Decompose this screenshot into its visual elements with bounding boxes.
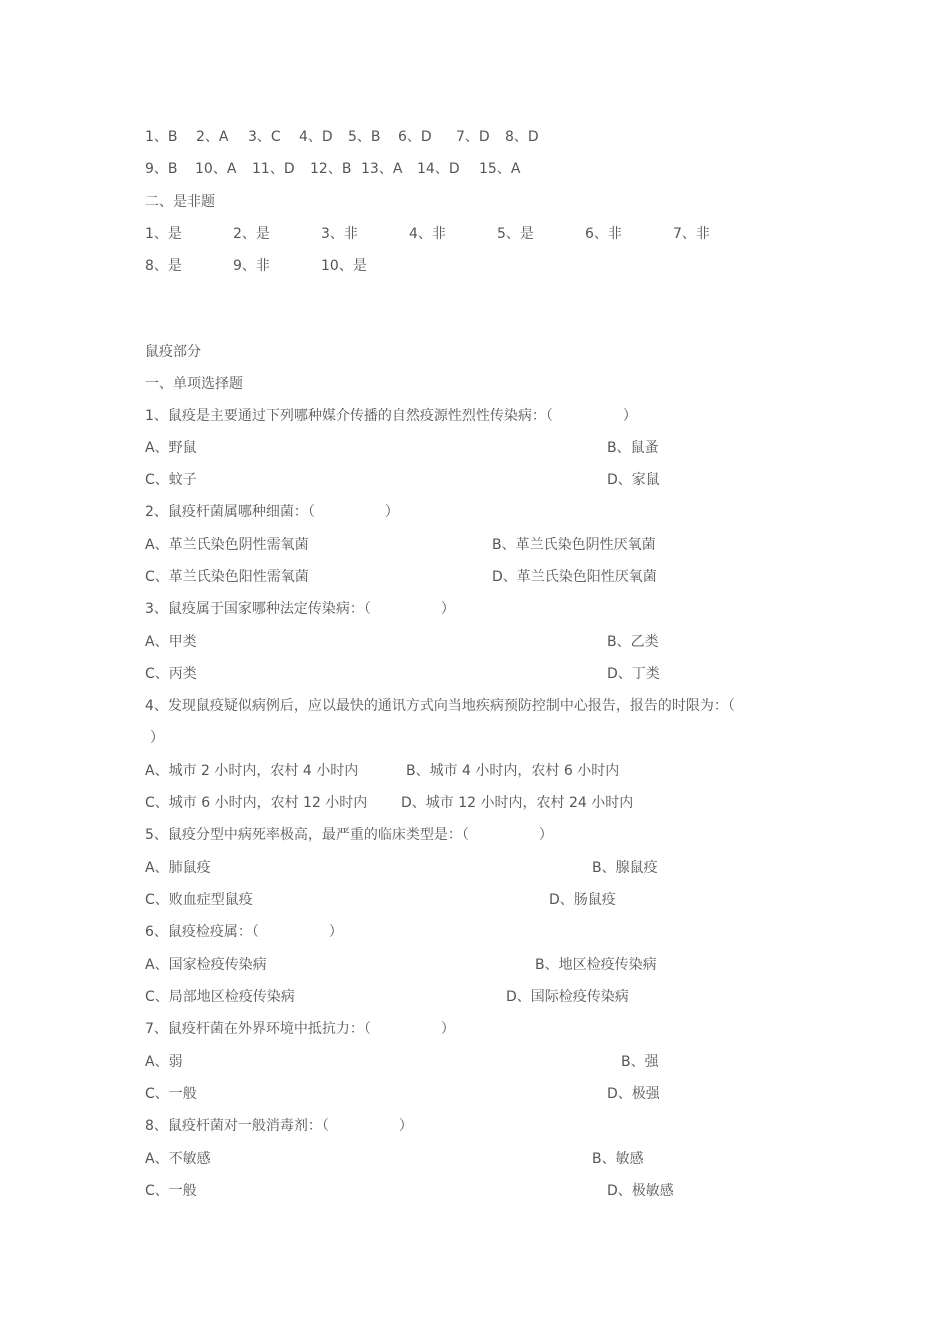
answer-item: 7、非: [673, 226, 710, 242]
option-a: A、肺鼠疫: [145, 860, 211, 876]
option-c: C、败血症型鼠疫: [145, 892, 253, 908]
option-c: C、一般: [145, 1086, 197, 1102]
option-d: D、极强: [607, 1086, 660, 1102]
option-d: D、家鼠: [607, 472, 660, 488]
option-b: B、革兰氏染色阴性厌氧菌: [492, 537, 656, 553]
answer-item: 9、B: [145, 161, 178, 177]
answer-item: 13、A: [361, 161, 403, 177]
question-text: 2、鼠疫杆菌属哪种细菌：（ ）: [145, 504, 399, 520]
answer-item: 14、D: [417, 161, 460, 177]
answer-item: 1、B: [145, 129, 178, 145]
option-b: B、敏感: [592, 1151, 644, 1167]
option-c: C、局部地区检疫传染病: [145, 989, 295, 1005]
answer-item: 9、非: [233, 258, 270, 274]
question-text: 7、鼠疫杆菌在外界环境中抵抗力：（ ）: [145, 1021, 455, 1037]
question-text: 5、鼠疫分型中病死率极高，最严重的临床类型是：（ ）: [145, 827, 553, 843]
answer-item: 4、D: [299, 129, 333, 145]
answer-item: 6、非: [585, 226, 622, 242]
option-d: D、国际检疫传染病: [506, 989, 629, 1005]
option-b: B、地区检疫传染病: [535, 957, 657, 973]
option-c: C、蚊子: [145, 472, 197, 488]
answer-item: 11、D: [252, 161, 295, 177]
answer-item: 8、是: [145, 258, 182, 274]
section-title: 鼠疫部分: [145, 344, 201, 360]
answer-item: 3、C: [248, 129, 281, 145]
option-d: D、城市 12 小时内，农村 24 小时内: [401, 795, 634, 811]
option-a: A、野鼠: [145, 440, 197, 456]
question-text: 6、鼠疫检疫属：（ ）: [145, 924, 343, 940]
answer-item: 1、是: [145, 226, 182, 242]
option-d: D、革兰氏染色阳性厌氧菌: [492, 569, 657, 585]
single-choice-heading: 一、单项选择题: [145, 376, 243, 392]
question-text-continuation: ）: [150, 730, 164, 746]
answer-item: 5、是: [497, 226, 534, 242]
option-c: C、丙类: [145, 666, 197, 682]
option-b: B、腺鼠疫: [592, 860, 658, 876]
option-b: B、乙类: [607, 634, 659, 650]
answer-item: 10、是: [321, 258, 367, 274]
answer-item: 2、A: [196, 129, 229, 145]
option-a: A、弱: [145, 1054, 183, 1070]
option-c: C、城市 6 小时内，农村 12 小时内: [145, 795, 368, 811]
answer-item: 3、非: [321, 226, 358, 242]
option-a: A、城市 2 小时内，农村 4 小时内: [145, 763, 359, 779]
answer-item: 6、D: [398, 129, 432, 145]
option-a: A、甲类: [145, 634, 197, 650]
option-a: A、革兰氏染色阴性需氧菌: [145, 537, 309, 553]
option-b: B、鼠蚤: [607, 440, 659, 456]
question-text: 1、鼠疫是主要通过下列哪种媒介传播的自然疫源性烈性传染病：（ ）: [145, 408, 637, 424]
answer-item: 2、是: [233, 226, 270, 242]
question-text: 4、发现鼠疫疑似病例后，应以最快的通讯方式向当地疾病预防控制中心报告，报告的时限为：（: [145, 698, 735, 714]
answer-item: 5、B: [348, 129, 381, 145]
option-b: B、城市 4 小时内，农村 6 小时内: [406, 763, 620, 779]
option-d: D、肠鼠疫: [549, 892, 616, 908]
answer-item: 10、A: [195, 161, 237, 177]
option-a: A、国家检疫传染病: [145, 957, 267, 973]
option-d: D、丁类: [607, 666, 660, 682]
answer-item: 8、D: [505, 129, 539, 145]
answer-item: 15、A: [479, 161, 521, 177]
question-text: 3、鼠疫属于国家哪种法定传染病：（ ）: [145, 601, 455, 617]
option-a: A、不敏感: [145, 1151, 211, 1167]
option-d: D、极敏感: [607, 1183, 674, 1199]
option-b: B、强: [621, 1054, 659, 1070]
option-c: C、革兰氏染色阳性需氧菌: [145, 569, 309, 585]
answer-item: 4、非: [409, 226, 446, 242]
true-false-heading: 二、是非题: [145, 194, 215, 210]
option-c: C、一般: [145, 1183, 197, 1199]
answer-item: 12、B: [310, 161, 352, 177]
answer-item: 7、D: [456, 129, 490, 145]
question-text: 8、鼠疫杆菌对一般消毒剂：（ ）: [145, 1118, 413, 1134]
